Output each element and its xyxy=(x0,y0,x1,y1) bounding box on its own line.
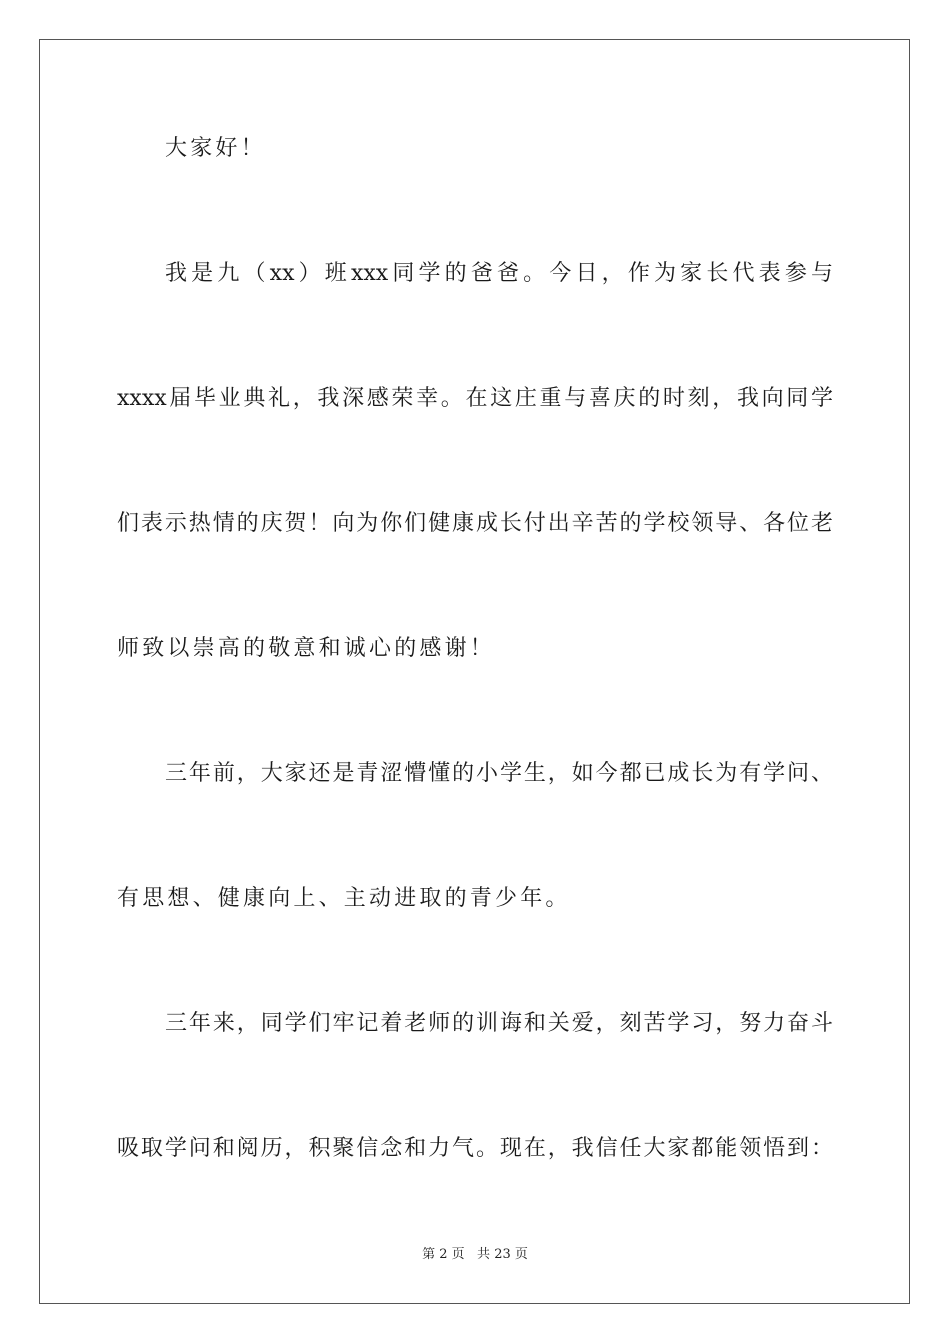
paragraph-2-line-1: 三年前，大家还是青涩懵懂的小学生，如今都已成长为有学问、 xyxy=(165,761,833,786)
paragraph-3-line-2: 吸取学问和阅历，积聚信念和力气。现在，我信任大家都能领悟到： xyxy=(117,1136,833,1161)
page-number-footer: 第 2 页 共 23 页 xyxy=(422,1247,528,1262)
greeting-line: 大家好！ xyxy=(165,136,266,161)
paragraph-1-line-4: 师致以崇高的敬意和诚心的感谢！ xyxy=(117,636,496,661)
paragraph-1-line-1: 我是九（xx）班xxx同学的爸爸。今日，作为家长代表参与 xyxy=(165,261,833,286)
paragraph-3-line-1: 三年来，同学们牢记着老师的训诲和关爱，刻苦学习，努力奋斗 xyxy=(165,1011,833,1036)
paragraph-1-line-2: xxxx届毕业典礼，我深感荣幸。在这庄重与喜庆的时刻，我向同学 xyxy=(117,386,833,411)
paragraph-1-line-3: 们表示热情的庆贺！向为你们健康成长付出辛苦的学校领导、各位老 xyxy=(117,511,833,536)
page-border xyxy=(39,39,910,1304)
paragraph-2-line-2: 有思想、健康向上、主动进取的青少年。 xyxy=(117,886,571,911)
